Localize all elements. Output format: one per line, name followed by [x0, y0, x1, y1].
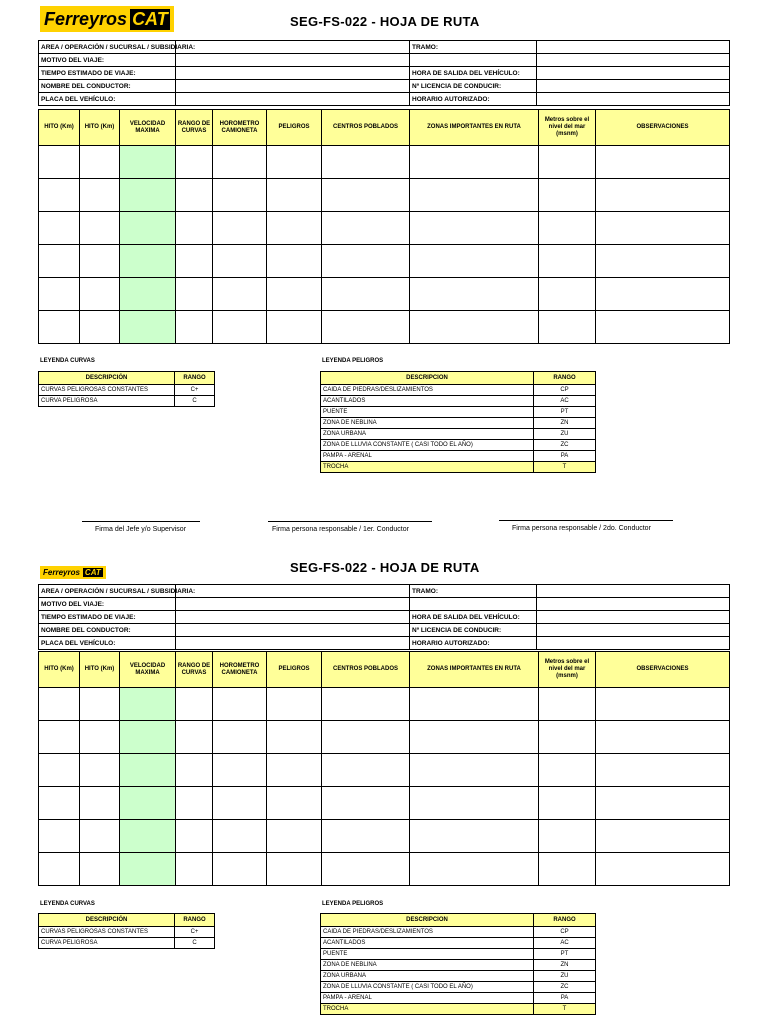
table-cell[interactable] — [267, 688, 322, 721]
table-cell[interactable] — [176, 754, 213, 787]
column-header: Metros sobre el nivel del mar (msnm) — [539, 110, 596, 146]
column-header: Metros sobre el nivel del mar (msnm) — [539, 652, 596, 688]
legend-description: ZONA DE NEBLINA — [321, 960, 534, 971]
legend-curves-title: LEYENDA CURVAS — [40, 358, 95, 364]
legend-code: ZU — [534, 971, 596, 982]
table-cell[interactable] — [322, 721, 410, 754]
table-cell[interactable] — [39, 212, 80, 245]
legend-code: AC — [534, 396, 596, 407]
horario-field[interactable] — [537, 93, 730, 106]
table-cell[interactable] — [176, 721, 213, 754]
table-cell[interactable] — [80, 721, 120, 754]
table-cell[interactable] — [322, 688, 410, 721]
field-value[interactable] — [537, 598, 730, 611]
table-cell[interactable] — [176, 688, 213, 721]
table-cell[interactable] — [39, 688, 80, 721]
field-label: HORA DE SALIDA DEL VEHÍCULO: — [410, 67, 537, 80]
legend-curves-title: LEYENDA CURVAS — [40, 901, 95, 907]
table-cell[interactable] — [410, 688, 539, 721]
legend-row — [321, 440, 596, 451]
table-cell[interactable] — [410, 787, 539, 820]
column-header: OBSERVACIONES — [596, 110, 730, 146]
column-header: HITO (Km) — [39, 110, 80, 146]
table-row[interactable] — [39, 787, 730, 820]
legend-row — [39, 927, 215, 938]
table-row[interactable] — [39, 245, 730, 278]
table-cell[interactable] — [176, 146, 213, 179]
legend-row — [321, 462, 596, 473]
column-header: PELIGROS — [267, 652, 322, 688]
table-cell[interactable] — [39, 245, 80, 278]
column-header: VELOCIDAD MAXIMA — [120, 652, 176, 688]
table-cell[interactable] — [39, 146, 80, 179]
column-header: CENTROS POBLADOS — [322, 110, 410, 146]
legend-code: PT — [534, 949, 596, 960]
table-cell[interactable] — [410, 311, 539, 344]
field-label: TIEMPO ESTIMADO DE VIAJE: — [39, 67, 176, 80]
table-cell[interactable] — [410, 721, 539, 754]
legend-code: PA — [534, 993, 596, 1004]
table-cell[interactable] — [267, 721, 322, 754]
signature-line[interactable] — [499, 520, 673, 521]
placa-field[interactable] — [176, 637, 410, 650]
field-label: PLACA DEL VEHÍCULO: — [39, 93, 176, 106]
table-row[interactable] — [39, 721, 730, 754]
table-cell[interactable] — [410, 278, 539, 311]
legend-header: DESCRIPCIÓN — [39, 372, 175, 385]
legend-description: ACANTILADOS — [321, 938, 534, 949]
table-cell[interactable] — [213, 146, 267, 179]
table-row[interactable] — [39, 179, 730, 212]
field-label: AREA / OPERACIÓN / SUCURSAL / SUBSIDIARIA: — [39, 41, 176, 54]
hora-salida-field[interactable] — [537, 611, 730, 624]
column-header: PELIGROS — [267, 110, 322, 146]
legend-header: RANGO — [534, 372, 596, 385]
column-header: ZONAS IMPORTANTES EN RUTA — [410, 110, 539, 146]
hora-salida-field[interactable] — [537, 67, 730, 80]
legend-curves-table — [38, 913, 215, 949]
tiempo-field[interactable] — [176, 611, 410, 624]
legend-row — [321, 407, 596, 418]
legend-description: TROCHA — [321, 462, 534, 473]
table-cell[interactable] — [267, 820, 322, 853]
legend-hazards-title: LEYENDA PELIGROS — [322, 358, 384, 364]
table-cell[interactable] — [39, 311, 80, 344]
licencia-field[interactable] — [537, 80, 730, 93]
table-cell[interactable] — [176, 212, 213, 245]
signature-label: Firma del Jefe y/o Supervisor — [95, 526, 187, 533]
table-cell[interactable] — [80, 853, 120, 886]
legend-row — [321, 938, 596, 949]
legend-row — [321, 971, 596, 982]
column-header: HOROMETRO CAMIONETA — [213, 110, 267, 146]
table-cell[interactable] — [267, 245, 322, 278]
page-title: SEG-FS-022 - HOJA DE RUTA — [290, 14, 480, 29]
table-cell[interactable] — [539, 787, 596, 820]
table-cell[interactable] — [39, 820, 80, 853]
field-label: PLACA DEL VEHÍCULO: — [39, 637, 176, 650]
table-cell[interactable] — [539, 820, 596, 853]
field-label: Nº LICENCIA DE CONDUCIR: — [410, 624, 537, 637]
legend-description: ACANTILADOS — [321, 396, 534, 407]
table-cell[interactable] — [80, 245, 120, 278]
legend-row — [321, 927, 596, 938]
table-cell[interactable] — [267, 853, 322, 886]
legend-header: RANGO — [175, 914, 215, 927]
ferreyros-cat-logo: Ferreyros CAT — [40, 6, 174, 32]
legend-row — [39, 396, 215, 407]
legend-description: PUENTE — [321, 949, 534, 960]
legend-code: ZC — [534, 982, 596, 993]
table-cell[interactable] — [39, 754, 80, 787]
table-cell[interactable] — [539, 311, 596, 344]
field-label: HORARIO AUTORIZADO: — [410, 637, 537, 650]
table-cell[interactable] — [39, 787, 80, 820]
field-label: TRAMO: — [410, 41, 537, 54]
table-cell[interactable] — [267, 278, 322, 311]
table-cell[interactable] — [120, 721, 176, 754]
table-cell[interactable] — [80, 311, 120, 344]
table-cell[interactable] — [596, 853, 730, 886]
legend-code: C — [175, 396, 215, 407]
info-table — [38, 584, 730, 650]
column-header: RANGO DE CURVAS — [176, 110, 213, 146]
legend-hazards-table — [320, 371, 596, 473]
page-title: SEG-FS-022 - HOJA DE RUTA — [290, 560, 480, 575]
table-row[interactable] — [39, 754, 730, 787]
legend-code: T — [534, 1004, 596, 1015]
table-cell[interactable] — [596, 212, 730, 245]
table-cell[interactable] — [39, 721, 80, 754]
table-cell[interactable] — [410, 853, 539, 886]
info-table — [38, 40, 730, 106]
field-label: HORA DE SALIDA DEL VEHÍCULO: — [410, 611, 537, 624]
table-row[interactable] — [39, 311, 730, 344]
table-cell[interactable] — [80, 179, 120, 212]
table-cell[interactable] — [322, 146, 410, 179]
legend-description: CURVAS PELIGROSAS CONSTANTES — [39, 385, 175, 396]
legend-code: ZC — [534, 440, 596, 451]
legend-hazards-table — [320, 913, 596, 1015]
route-table — [38, 651, 730, 886]
table-cell[interactable] — [267, 787, 322, 820]
tiempo-field[interactable] — [176, 67, 410, 80]
table-cell[interactable] — [596, 179, 730, 212]
legend-code: PA — [534, 451, 596, 462]
column-header: HITO (Km) — [39, 652, 80, 688]
table-cell[interactable] — [213, 245, 267, 278]
motivo-field[interactable] — [176, 54, 410, 67]
table-cell[interactable] — [80, 688, 120, 721]
table-cell[interactable] — [176, 820, 213, 853]
table-cell[interactable] — [120, 311, 176, 344]
table-cell[interactable] — [596, 820, 730, 853]
table-cell[interactable] — [213, 311, 267, 344]
table-cell[interactable] — [39, 179, 80, 212]
table-cell[interactable] — [539, 245, 596, 278]
signature-label: Firma persona responsable / 1er. Conductor — [272, 526, 409, 533]
legend-header: RANGO — [534, 914, 596, 927]
table-cell[interactable] — [322, 311, 410, 344]
legend-row — [321, 1004, 596, 1015]
conductor-field[interactable] — [176, 80, 410, 93]
area-field[interactable] — [176, 585, 410, 598]
table-cell[interactable] — [322, 278, 410, 311]
table-cell[interactable] — [213, 179, 267, 212]
column-header: VELOCIDAD MAXIMA — [120, 110, 176, 146]
table-cell[interactable] — [410, 179, 539, 212]
table-cell[interactable] — [120, 787, 176, 820]
table-cell[interactable] — [539, 212, 596, 245]
table-cell[interactable] — [267, 212, 322, 245]
table-cell[interactable] — [596, 278, 730, 311]
field-label — [410, 598, 537, 611]
table-cell[interactable] — [80, 212, 120, 245]
tramo-field[interactable] — [537, 41, 730, 54]
signature-line[interactable] — [82, 521, 200, 522]
table-row[interactable] — [39, 146, 730, 179]
legend-hazards-title: LEYENDA PELIGROS — [322, 901, 384, 907]
table-cell[interactable] — [213, 278, 267, 311]
legend-description: ZONA URBANA — [321, 429, 534, 440]
table-cell[interactable] — [120, 146, 176, 179]
field-label: NOMBRE DEL CONDUCTOR: — [39, 80, 176, 93]
legend-code: CP — [534, 927, 596, 938]
legend-row — [321, 418, 596, 429]
field-label: TIEMPO ESTIMADO DE VIAJE: — [39, 611, 176, 624]
legend-code: ZU — [534, 429, 596, 440]
legend-code: AC — [534, 938, 596, 949]
table-cell[interactable] — [120, 688, 176, 721]
field-value[interactable] — [537, 54, 730, 67]
table-cell[interactable] — [39, 853, 80, 886]
legend-description: ZONA DE LLUVIA CONSTANTE ( CASI TODO EL AÑO) — [321, 440, 534, 451]
field-label: NOMBRE DEL CONDUCTOR: — [39, 624, 176, 637]
legend-row — [321, 949, 596, 960]
legend-description: CAIDA DE PIEDRAS/DESLIZAMIENTOS — [321, 927, 534, 938]
column-header: OBSERVACIONES — [596, 652, 730, 688]
table-cell[interactable] — [39, 278, 80, 311]
legend-curves-table — [38, 371, 215, 407]
table-cell[interactable] — [176, 853, 213, 886]
legend-description: TROCHA — [321, 1004, 534, 1015]
table-cell[interactable] — [80, 820, 120, 853]
table-cell[interactable] — [539, 853, 596, 886]
table-cell[interactable] — [410, 146, 539, 179]
table-cell[interactable] — [596, 721, 730, 754]
column-header: RANGO DE CURVAS — [176, 652, 213, 688]
table-cell[interactable] — [539, 278, 596, 311]
table-cell[interactable] — [322, 820, 410, 853]
table-cell[interactable] — [267, 179, 322, 212]
table-cell[interactable] — [120, 179, 176, 212]
legend-header: DESCRIPCION — [321, 372, 534, 385]
table-cell[interactable] — [596, 146, 730, 179]
table-cell[interactable] — [410, 212, 539, 245]
table-cell[interactable] — [176, 278, 213, 311]
legend-row — [321, 993, 596, 1004]
table-cell[interactable] — [539, 721, 596, 754]
legend-description: PAMPA - ARENAL — [321, 993, 534, 1004]
table-cell[interactable] — [176, 787, 213, 820]
field-label: TRAMO: — [410, 585, 537, 598]
legend-description: CURVA PELIGROSA — [39, 938, 175, 949]
tramo-field[interactable] — [537, 585, 730, 598]
table-cell[interactable] — [176, 311, 213, 344]
table-row[interactable] — [39, 853, 730, 886]
table-cell[interactable] — [213, 212, 267, 245]
table-cell[interactable] — [596, 754, 730, 787]
table-cell[interactable] — [410, 754, 539, 787]
legend-row — [321, 396, 596, 407]
table-cell[interactable] — [539, 146, 596, 179]
motivo-field[interactable] — [176, 598, 410, 611]
field-label: HORARIO AUTORIZADO: — [410, 93, 537, 106]
legend-code: C — [175, 938, 215, 949]
field-label — [410, 54, 537, 67]
table-cell[interactable] — [213, 721, 267, 754]
legend-description: PAMPA - ARENAL — [321, 451, 534, 462]
field-label: Nº LICENCIA DE CONDUCIR: — [410, 80, 537, 93]
legend-header: DESCRIPCIÓN — [39, 914, 175, 927]
table-cell[interactable] — [267, 311, 322, 344]
table-cell[interactable] — [120, 754, 176, 787]
table-cell[interactable] — [596, 245, 730, 278]
column-header: HOROMETRO CAMIONETA — [213, 652, 267, 688]
table-cell[interactable] — [120, 820, 176, 853]
legend-code: T — [534, 462, 596, 473]
table-cell[interactable] — [539, 754, 596, 787]
table-row[interactable] — [39, 212, 730, 245]
route-table — [38, 109, 730, 344]
legend-description: ZONA URBANA — [321, 971, 534, 982]
column-header: HITO (Km) — [80, 652, 120, 688]
table-cell[interactable] — [213, 754, 267, 787]
table-cell[interactable] — [322, 754, 410, 787]
table-cell[interactable] — [267, 146, 322, 179]
legend-description: CAIDA DE PIEDRAS/DESLIZAMIENTOS — [321, 385, 534, 396]
horario-field[interactable] — [537, 637, 730, 650]
table-cell[interactable] — [596, 688, 730, 721]
table-cell[interactable] — [322, 212, 410, 245]
field-label: AREA / OPERACIÓN / SUCURSAL / SUBSIDIARIA: — [39, 585, 176, 598]
table-cell[interactable] — [120, 853, 176, 886]
legend-code: C+ — [175, 385, 215, 396]
legend-row — [321, 429, 596, 440]
legend-description: ZONA DE LLUVIA CONSTANTE ( CASI TODO EL AÑO) — [321, 982, 534, 993]
table-cell[interactable] — [213, 853, 267, 886]
table-cell[interactable] — [120, 278, 176, 311]
legend-row — [39, 385, 215, 396]
legend-header: RANGO — [175, 372, 215, 385]
legend-code: C+ — [175, 927, 215, 938]
legend-row — [39, 938, 215, 949]
field-label: MOTIVO DEL VIAJE: — [39, 54, 176, 67]
field-label: MOTIVO DEL VIAJE: — [39, 598, 176, 611]
conductor-field[interactable] — [176, 624, 410, 637]
legend-description: ZONA DE NEBLINA — [321, 418, 534, 429]
table-cell[interactable] — [120, 245, 176, 278]
column-header: ZONAS IMPORTANTES EN RUTA — [410, 652, 539, 688]
table-cell[interactable] — [213, 787, 267, 820]
table-row[interactable] — [39, 688, 730, 721]
table-cell[interactable] — [539, 179, 596, 212]
placa-field[interactable] — [176, 93, 410, 106]
table-cell[interactable] — [596, 787, 730, 820]
licencia-field[interactable] — [537, 624, 730, 637]
table-cell[interactable] — [120, 212, 176, 245]
legend-row — [321, 960, 596, 971]
table-cell[interactable] — [80, 754, 120, 787]
table-row[interactable] — [39, 820, 730, 853]
table-cell[interactable] — [176, 245, 213, 278]
table-cell[interactable] — [322, 245, 410, 278]
column-header: CENTROS POBLADOS — [322, 652, 410, 688]
ferreyros-cat-logo: Ferreyros CAT — [40, 566, 106, 579]
table-cell[interactable] — [410, 820, 539, 853]
legend-code: ZN — [534, 418, 596, 429]
table-row[interactable] — [39, 278, 730, 311]
legend-row — [321, 385, 596, 396]
legend-code: ZN — [534, 960, 596, 971]
table-cell[interactable] — [80, 146, 120, 179]
legend-row — [321, 982, 596, 993]
table-cell[interactable] — [213, 688, 267, 721]
table-cell[interactable] — [80, 278, 120, 311]
table-cell[interactable] — [596, 311, 730, 344]
table-cell[interactable] — [322, 787, 410, 820]
legend-header: DESCRIPCION — [321, 914, 534, 927]
table-cell[interactable] — [539, 688, 596, 721]
table-cell[interactable] — [213, 820, 267, 853]
signature-line[interactable] — [268, 521, 432, 522]
table-cell[interactable] — [410, 245, 539, 278]
area-field[interactable] — [176, 41, 410, 54]
table-cell[interactable] — [176, 179, 213, 212]
legend-row — [321, 451, 596, 462]
legend-code: PT — [534, 407, 596, 418]
legend-description: PUENTE — [321, 407, 534, 418]
table-cell[interactable] — [80, 787, 120, 820]
legend-description: CURVAS PELIGROSAS CONSTANTES — [39, 927, 175, 938]
signature-label: Firma persona responsable / 2do. Conductor — [512, 525, 651, 532]
legend-code: CP — [534, 385, 596, 396]
table-cell[interactable] — [267, 754, 322, 787]
legend-description: CURVA PELIGROSA — [39, 396, 175, 407]
table-cell[interactable] — [322, 853, 410, 886]
column-header: HITO (Km) — [80, 110, 120, 146]
table-cell[interactable] — [322, 179, 410, 212]
